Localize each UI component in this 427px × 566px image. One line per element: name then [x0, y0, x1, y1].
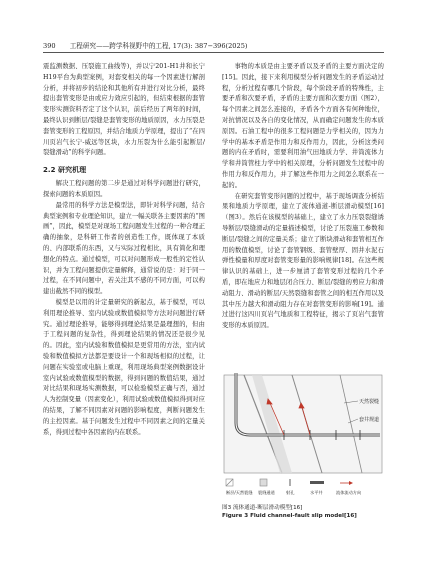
legend-label: 流体流动方向	[336, 490, 362, 495]
paragraph: 最常用的科学方法是模型法，即针对科学问题，结合典型案例和专业理论知识，建立一幅关联各主要因素的“图画”，因此，模型是对现场工程问题发生过程的一种合理正确的抽象，是科研工作者的创造性工作，既体现了本质的、内部联系的东西，又与实际过程相比，具有简化和理想化的特点。通过模型，可以对问题形成一般性的定性认识，并为工程问题提供定量解释，通常说的是：对于同一过程，在不同问题中，若关注其不感的不同方面，可以构建出截然不同的模型。	[43, 201, 205, 296]
paragraph: 解决工程问题的第二步是通过对科学问题进行研究，探索问题的本质原因。	[43, 180, 205, 198]
label-channel: 套井规道	[359, 417, 380, 423]
paragraph: 在研究套管变形问题的过程中，基于现场调查分析结果和地质力学原理，建立了流体通道-断层滑动模型[16]（图3）。然后在该模型的基础上，建立了水力压裂裂缝诱导断层/裂缝滑动的定量描述模型，讨论了压裂施工参数和断层/裂缝之间的定量关系；建立了断块滑动和套管相互作用的数值模型，讨论了套管钢级、套管壁厚、固井水泥石弹性模量和厚度对套管变形量的影响规律[18]。在这些规律认识的基础上，进一步厘清了套管变形过程的几个矛盾，即在地应力和地层闭合压力、断层/裂缝的剪应力和滑动阻力、滑动的断层/天然裂缝和套管之间的相互作用以及其中压力越大和滑动阻力存在对套管变形的影响[19]。通过进行这四川页岩气地质和工程特征，揭示了页岩气套管变形的本质原因。	[222, 192, 384, 330]
running-header	[43, 41, 384, 53]
fluid-channel-fault-slip-diagram	[222, 373, 384, 501]
page-number: 390	[43, 42, 56, 50]
figure-legend	[226, 479, 361, 496]
figure-3	[222, 373, 384, 501]
legend-label: 裂缝通道	[258, 490, 275, 495]
journal-citation: 工程研究——跨学科视野中的工程, 17(3): 387−396(2025)	[69, 42, 248, 50]
caption-english: Figure 3 Fluid channel-fault slip model[16]	[222, 513, 357, 519]
paragraph: 震监测数据、压裂施工曲线等)，并以宁201-H1井和长宁H19平台为典型案例，对套变相关的每一个因素进行解剖分析，并将初步的结论和其他所有并进行对比分析，最终提出套管变形是由或应力效应引起的，但结束根据的套管变形实测资料否定了这个认识，前后经历了两年的时间，最终认识到断层/裂缝是套管变形的地质原因，水力压裂是套管变形的工程原因，并结合地质力学原理，提出了“在四川页岩气长宁-威远等区块，水力压裂为什么能引起断层/裂缝滑动”的科学问题。	[43, 63, 205, 157]
paragraph: 事物的本质是由主要矛盾以及矛盾的主要方面决定的[15]。因此，接下来利用模型分析问题发生的矛盾运动过程，分析过程有哪几个阶段，每个阶段矛盾的特殊性，主要矛盾和次要矛盾，矛盾的主要方面和次要方面（图2），每个因素之间怎么连接的，矛盾各个方面各有何种地位，对抗情况以及各自的变化情况，从而确定问题发生的本质原因。石油工程中的很多工程问题是力学相关的，因为力学中的基本矛盾是作用力和反作用力，因此，分析这类问题的内在矛盾时，需要利用油气田地质力学、井筒流体力学和井筒管柱力学中的相关原理，分析问题发生过程中的作用力和反作用力，并了解这些作用力之间怎么联系在一起的。	[222, 63, 384, 189]
section-heading: 2.2 研究机理	[43, 166, 87, 175]
left-column	[43, 62, 205, 438]
legend-label: 水平井	[310, 490, 323, 495]
figure-caption	[222, 504, 384, 520]
caption-chinese: 图3 流体通道-断层滑动模型[16]	[222, 505, 303, 511]
legend-label: 射孔	[286, 490, 295, 495]
right-column	[222, 62, 384, 332]
paragraph: 模型是以用的计定量研究的新起点，基于模型，可以利用理论推导、室内试验或数值模拟等方法对问题进行研究。通过理论推导，能够得到理论结果是最理想的，但由于工程问题的复杂性，得到理论结果的情况还是很少见的。因此，室内试验和数值模拟是更常用的方法，室内试验和数值模拟方法都是要设计一个和现场相似的过程，让问题在实验室或电脑上重现，利用现场典型案例数据设计室内试验或数值模型的数据，得到问题的数值结果，通过对比结果和现场实测数据，可以检验模型正确与否，通过人为控制变量（因素变化），利用试验或数值模拟得到对应的结果，了解不同因素对问题的影响程度，判断问题发生的主控因素。基于问题发生过程中不同因素之间的定量关系，得到过程中各因素的内在联系。	[43, 298, 205, 436]
legend-label: 断层/天然裂缝	[226, 490, 253, 495]
label-natural-fracture: 天然裂缝	[359, 399, 380, 405]
